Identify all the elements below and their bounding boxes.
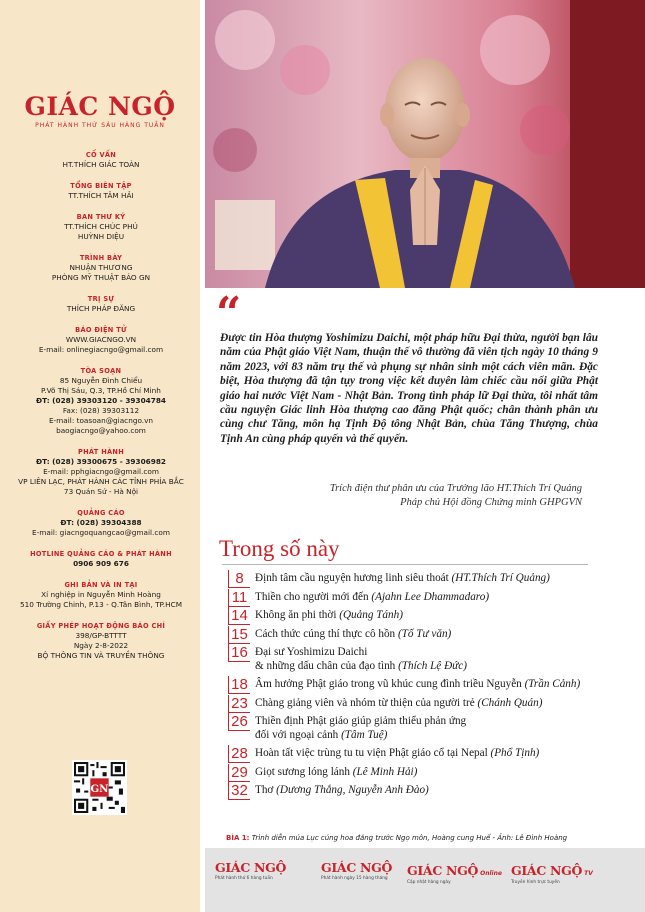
staff-line: 0906 909 676 bbox=[73, 559, 129, 568]
toc-entry-title: Không ăn phi thời bbox=[255, 609, 337, 621]
toc-entry-author: (Ajahn Lee Dhammadaro) bbox=[371, 590, 490, 603]
toc-entry-title-cont: & những dấu chân của đạo tình bbox=[255, 659, 396, 672]
staff-line: 398/GP-BTTTT bbox=[75, 631, 127, 640]
toc-page-number: 14 bbox=[228, 607, 250, 625]
staff-line: TT.THÍCH CHÚC PHÚ bbox=[64, 222, 138, 231]
toc-item[interactable] bbox=[228, 713, 628, 742]
toc-entry-title: Thiền cho người mới đến bbox=[255, 590, 369, 603]
quote-attribution-line-2: Pháp chủ Hội đồng Chứng minh GHPGVN bbox=[400, 497, 582, 508]
toc-entry-author: (Trần Cảnh) bbox=[524, 678, 581, 690]
staff-heading: CỐ VẤN bbox=[85, 151, 117, 159]
staff-line: 510 Trường Chinh, P.13 - Q.Tân Bình, TP.HCM bbox=[20, 600, 182, 609]
staff-list bbox=[14, 150, 188, 672]
toc-entry-author: (HT.Thích Trí Quảng) bbox=[451, 572, 550, 584]
staff-block bbox=[14, 181, 188, 201]
staff-line: THÍCH PHÁP ĐĂNG bbox=[66, 304, 136, 313]
staff-heading: TRỊ SỰ bbox=[87, 295, 115, 303]
staff-line: 73 Quán Sứ - Hà Nội bbox=[63, 487, 139, 496]
publication-logo-tagline: Phát hành thứ 6 hàng tuần bbox=[215, 876, 273, 881]
staff-heading: PHÁT HÀNH bbox=[77, 448, 125, 456]
toc-item[interactable] bbox=[228, 764, 628, 780]
toc-entry bbox=[255, 713, 628, 742]
masthead-logo: GIÁC NGỘ bbox=[24, 92, 176, 121]
staff-line[interactable]: E-mail: toasoan@giacngo.vn bbox=[48, 416, 154, 425]
toc-entry-title: Định tâm cầu nguyện hương linh siêu thoát bbox=[255, 572, 449, 584]
quote-attribution-line-1: Trích điện thư phân ưu của Trưởng lão HT.Thích Trí Quảng bbox=[329, 483, 582, 494]
qr-code-graphic bbox=[74, 762, 125, 813]
publication-logo-name: GIÁC NGỘ bbox=[215, 860, 287, 875]
staff-block bbox=[14, 508, 188, 538]
toc-entry bbox=[255, 745, 628, 761]
cover-caption bbox=[226, 834, 567, 842]
toc-entry-title: Thiền định Phật giáo giúp giảm thiểu phản ứng bbox=[255, 715, 467, 727]
toc-entry bbox=[255, 782, 628, 798]
staff-block bbox=[14, 366, 188, 436]
toc-page-number: 16 bbox=[228, 644, 250, 662]
toc-entry-author: (Quảng Tánh) bbox=[339, 609, 403, 621]
staff-line: ĐT: (028) 39303120 - 39304784 bbox=[36, 396, 166, 405]
cover-caption-label: BÌA 1: bbox=[226, 834, 250, 842]
staff-heading: BAN THƯ KÝ bbox=[76, 213, 126, 221]
contents-list bbox=[228, 570, 628, 801]
staff-block bbox=[14, 580, 188, 610]
publication-logo-badge: TV bbox=[584, 870, 593, 877]
staff-heading: GHI BẢN VÀ IN TẠI bbox=[64, 581, 138, 589]
toc-entry-author: (Tố Tư văn) bbox=[397, 627, 452, 640]
staff-line: HUỲNH DIỆU bbox=[77, 232, 125, 241]
publication-logo-tagline: Cập nhật hàng ngày bbox=[407, 880, 451, 885]
staff-line: VP LIÊN LẠC, PHÁT HÀNH CÁC TỈNH PHÍA BẮC bbox=[18, 477, 184, 486]
toc-entry-title: Chàng giảng viên và nhóm từ thiện của người trẻ bbox=[255, 696, 475, 709]
toc-entry bbox=[255, 644, 628, 673]
staff-block bbox=[14, 294, 188, 314]
toc-entry bbox=[255, 607, 628, 623]
toc-page-number: 28 bbox=[228, 745, 250, 763]
toc-entry bbox=[255, 764, 628, 780]
cover-portrait-photo bbox=[205, 0, 645, 288]
toc-page-number: 23 bbox=[228, 695, 250, 713]
staff-block bbox=[14, 253, 188, 283]
quote-text: Được tin Hòa thượng Yoshimizu Daichi, một pháp hữu Đại thừa, người bạn lâu năm của Phật giáo Việt Nam, thuận thế vô thường đã viên tịch ngày 10 tháng 9 năm 2023, với 83 năm trụ thế và phụng sự nhân sinh một cách viên mãn. Đặc biệt, Hòa thượng đã tận tụy trong việc kết duyên làm chiếc cầu nối giữa Phật giáo hai nước Việt Nam - Nhật Bản. Trong tình pháp lữ Đại thừa, tôi nhất tâm cầu nguyện Giác linh Hòa thượng cao đăng Phật quốc; chân thành phân ưu cùng chư Tăng, môn hạ Tịnh Độ tông Nhật Bản, chùa Tăng Thượng, chùa Tịnh An cùng pháp quyến và thế quyến. bbox=[220, 332, 598, 445]
toc-item[interactable] bbox=[228, 782, 628, 798]
staff-block bbox=[14, 325, 188, 355]
staff-block bbox=[14, 212, 188, 242]
toc-entry-title: Hoàn tất việc trùng tu tu viện Phật giáo cổ tại Nepal bbox=[255, 747, 488, 759]
toc-entry bbox=[255, 676, 628, 692]
toc-page-number: 11 bbox=[228, 589, 250, 607]
toc-entry-title: Đại sư Yoshimizu Daichi bbox=[255, 646, 368, 658]
portrait-illustration bbox=[205, 0, 645, 288]
toc-entry-title: Thơ bbox=[255, 784, 274, 796]
toc-item[interactable] bbox=[228, 607, 628, 623]
toc-entry bbox=[255, 589, 628, 605]
staff-block bbox=[14, 150, 188, 170]
staff-block bbox=[14, 549, 188, 569]
qr-code-icon[interactable] bbox=[72, 760, 127, 815]
staff-line: ĐT: (028) 39300675 - 39306982 bbox=[36, 457, 166, 466]
staff-heading: QUẢNG CÁO bbox=[77, 509, 125, 517]
toc-entry-title: Cách thức cúng thí thực cô hồn bbox=[255, 627, 396, 640]
staff-block bbox=[14, 621, 188, 661]
publication-logo-badge: Online bbox=[480, 870, 502, 877]
staff-heading: BÁO ĐIỆN TỬ bbox=[75, 326, 127, 334]
staff-line: 85 Nguyễn Đình Chiểu bbox=[59, 376, 143, 385]
toc-entry-title: Giọt sương lóng lánh bbox=[255, 765, 350, 778]
staff-heading: TÒA SOẠN bbox=[80, 367, 122, 375]
staff-line[interactable]: E-mail: onlinegiacngo@gmail.com bbox=[38, 345, 164, 354]
toc-item[interactable] bbox=[228, 695, 628, 711]
staff-line: BỘ THÔNG TIN VÀ TRUYỀN THÔNG bbox=[37, 651, 165, 660]
publication-logo-name: GIÁC NGỘ bbox=[407, 863, 479, 878]
toc-page-number: 32 bbox=[228, 782, 250, 800]
toc-entry bbox=[255, 570, 628, 586]
toc-page-number: 8 bbox=[228, 570, 250, 588]
staff-line: ĐT: (028) 39304388 bbox=[60, 518, 142, 527]
staff-line: P.Võ Thị Sáu, Q.3, TP.Hồ Chí Minh bbox=[41, 386, 161, 395]
staff-line: HT.THÍCH GIÁC TOÀN bbox=[62, 160, 140, 169]
publication-logo[interactable] bbox=[215, 860, 317, 881]
staff-line: NHUẬN THƯƠNG bbox=[69, 263, 133, 272]
toc-page-number: 26 bbox=[228, 713, 250, 731]
toc-entry-title: Âm hưởng Phật giáo trong vũ khúc cung đình triều Nguyễn bbox=[255, 678, 522, 690]
toc-entry-author: (Phổ Tịnh) bbox=[490, 747, 540, 759]
contents-divider bbox=[222, 564, 588, 565]
staff-line: baogiacngo@yahoo.com bbox=[56, 426, 146, 435]
publication-logo-name: GIÁC NGỘ bbox=[321, 860, 393, 875]
toc-entry-author: (Chánh Quán) bbox=[477, 696, 543, 709]
toc-entry-author: (Lê Minh Hải) bbox=[352, 765, 418, 778]
toc-entry bbox=[255, 695, 628, 711]
staff-line: Ngày 2-8-2022 bbox=[73, 641, 129, 650]
svg-text:GN: GN bbox=[90, 782, 109, 795]
staff-heading: GIẤY PHÉP HOẠT ĐỘNG BÁO CHÍ bbox=[36, 622, 166, 630]
toc-page-number: 15 bbox=[228, 626, 250, 644]
staff-line[interactable]: WWW.GIACNGO.VN bbox=[65, 335, 137, 344]
staff-heading: TRÌNH BÀY bbox=[79, 254, 123, 262]
masthead-sidebar bbox=[0, 0, 200, 912]
toc-entry-title-cont: đối với ngoại cảnh bbox=[255, 728, 339, 741]
staff-line: Xí nghiệp in Nguyễn Minh Hoàng bbox=[41, 590, 161, 599]
publication-logo[interactable] bbox=[407, 860, 509, 885]
publication-logo-tagline: Truyền hình trực tuyến bbox=[511, 880, 560, 885]
publication-logo-tagline: Phát hành ngày 15 hàng tháng bbox=[321, 876, 388, 881]
toc-item[interactable] bbox=[228, 626, 628, 642]
toc-entry bbox=[255, 626, 628, 642]
publication-logos-footer bbox=[205, 848, 645, 912]
toc-entry-author: (Dương Thắng, Nguyễn Anh Đào) bbox=[276, 784, 429, 796]
masthead-tagline: PHÁT HÀNH THỨ SÁU HÀNG TUẦN bbox=[35, 122, 165, 129]
contents-heading: Trong số này bbox=[219, 536, 340, 561]
toc-item[interactable] bbox=[228, 676, 628, 692]
publication-logo[interactable] bbox=[511, 860, 613, 885]
masthead bbox=[0, 92, 200, 129]
toc-page-number: 29 bbox=[228, 764, 250, 782]
staff-heading: HOTLINE QUẢNG CÁO & PHÁT HÀNH bbox=[30, 550, 172, 558]
staff-line[interactable]: E-mail: giacngoquangcao@gmail.com bbox=[32, 528, 170, 537]
toc-item[interactable] bbox=[228, 745, 628, 761]
toc-item[interactable] bbox=[228, 570, 628, 586]
cover-caption-text: Trình diễn múa Lục cúng hoa đăng trước Ngọ môn, Hoàng cung Huế - Ảnh: Lê Đình Hoàng bbox=[251, 834, 568, 842]
publication-logo-name: GIÁC NGỘ bbox=[511, 863, 583, 878]
toc-item[interactable] bbox=[228, 644, 628, 673]
quote-attribution bbox=[330, 482, 582, 510]
staff-heading: TỔNG BIÊN TẬP bbox=[70, 182, 132, 190]
staff-line: Fax: (028) 39303112 bbox=[62, 406, 140, 415]
staff-line[interactable]: E-mail: pphgiacngo@gmail.com bbox=[43, 467, 159, 476]
quote-mark-icon: “ bbox=[216, 288, 242, 339]
staff-block bbox=[14, 447, 188, 497]
toc-entry-author: (Thích Lệ Đức) bbox=[398, 659, 467, 672]
staff-line: PHÒNG MỸ THUẬT BÁO GN bbox=[51, 273, 151, 282]
staff-line: TT.THÍCH TÂM HẢI bbox=[68, 191, 134, 200]
toc-page-number: 18 bbox=[228, 676, 250, 694]
toc-entry-author: (Tâm Tuệ) bbox=[341, 728, 388, 741]
toc-item[interactable] bbox=[228, 589, 628, 605]
